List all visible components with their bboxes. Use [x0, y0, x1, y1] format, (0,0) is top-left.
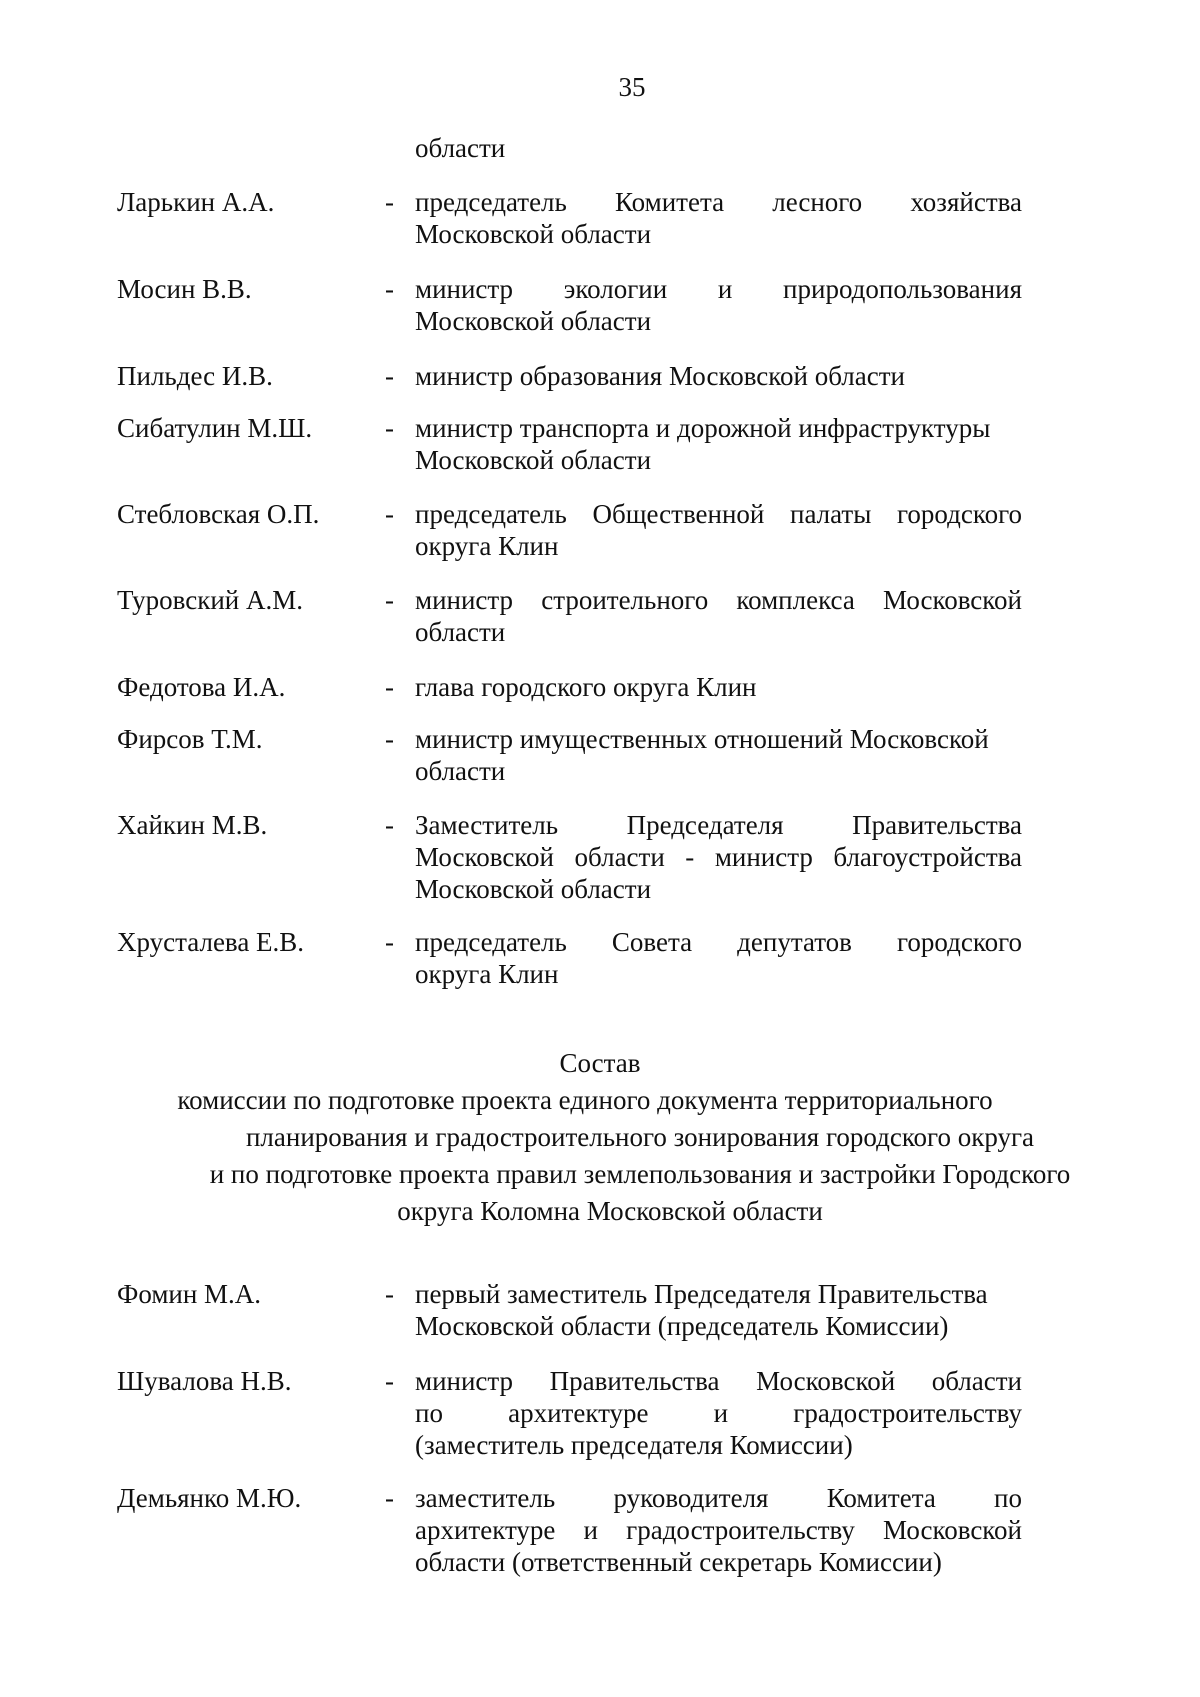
page-number: 35 — [618, 72, 646, 102]
position-line: округа Клин — [415, 959, 559, 989]
member-name: Стебловская О.П. — [117, 499, 320, 529]
section-heading — [0, 1045, 1200, 1230]
position-line: Московской области — [415, 219, 652, 249]
member-position — [415, 1365, 1022, 1461]
dash-separator: - — [385, 1366, 394, 1396]
dash-separator: - — [385, 810, 394, 840]
member-position — [415, 809, 1022, 905]
member-name: Туровский А.М. — [117, 585, 303, 615]
position-line: министр транспорта и дорожной инфраструктуры — [415, 413, 991, 443]
position-line: по архитектуре и градостроительству — [415, 1398, 1022, 1428]
member-position — [415, 186, 1022, 250]
position-line: архитектуре и градостроительству Московской — [415, 1515, 1022, 1545]
heading-line: округа Коломна Московской области — [397, 1196, 823, 1226]
member-name: Шувалова Н.В. — [117, 1366, 292, 1396]
heading-line: планирования и градостроительного зонирования городского округа — [245, 1122, 1035, 1152]
position-line: Московской области - министр благоустройства — [415, 842, 1022, 872]
position-line: Заместитель Председателя Правительства — [415, 810, 1022, 840]
heading-line: комиссии по подготовке проекта единого документа территориального — [177, 1085, 993, 1115]
dash-separator: - — [385, 585, 394, 615]
dash-separator: - — [385, 187, 394, 217]
position-line: области (ответственный секретарь Комиссии) — [415, 1547, 942, 1577]
position-line: министр Правительства Московской области — [415, 1366, 1022, 1396]
dash-separator: - — [385, 724, 394, 754]
position-line: (заместитель председателя Комиссии) — [415, 1430, 853, 1460]
position-line: глава городского округа Клин — [415, 672, 757, 702]
position-line: заместитель руководителя Комитета по — [415, 1483, 1022, 1513]
position-line: Московской области (председатель Комиссии) — [415, 1311, 949, 1341]
member-name: Ларькин А.А. — [117, 187, 275, 217]
member-name: Фомин М.А. — [117, 1279, 262, 1309]
position-line: Московской области — [415, 306, 652, 336]
position-line: области — [415, 756, 506, 786]
position-line: председатель Совета депутатов городского — [415, 927, 1022, 957]
dash-separator: - — [385, 413, 394, 443]
member-name: Мосин В.В. — [117, 274, 252, 304]
member-name: Федотова И.А. — [117, 672, 286, 702]
dash-separator: - — [385, 927, 394, 957]
member-name: Демьянко М.Ю. — [117, 1483, 302, 1513]
member-position — [415, 1278, 1022, 1342]
continuation-text: области — [415, 133, 506, 163]
member-name: Сибатулин М.Ш. — [117, 413, 313, 443]
position-line: первый заместитель Председателя Правительства — [415, 1279, 988, 1309]
position-line: Московской области — [415, 445, 652, 475]
member-position — [415, 926, 1022, 990]
member-position — [415, 584, 1022, 648]
member-name: Хрусталева Е.В. — [117, 927, 305, 957]
dash-separator: - — [385, 274, 394, 304]
member-position — [415, 273, 1022, 337]
member-position — [415, 498, 1022, 562]
position-line: Московской области — [415, 874, 652, 904]
dash-separator: - — [385, 1483, 394, 1513]
position-line: министр экологии и природопользования — [415, 274, 1022, 304]
dash-separator: - — [385, 672, 394, 702]
dash-separator: - — [385, 1279, 394, 1309]
member-name: Пильдес И.В. — [117, 361, 273, 391]
dash-separator: - — [385, 361, 394, 391]
position-line: области — [415, 617, 506, 647]
member-name: Хайкин М.В. — [117, 810, 268, 840]
position-line: председатель Общественной палаты городского — [415, 499, 1022, 529]
heading-line: и по подготовке проекта правил землепользования и застройки Городского — [209, 1159, 1071, 1189]
position-line: округа Клин — [415, 531, 559, 561]
dash-separator: - — [385, 499, 394, 529]
member-name: Фирсов Т.М. — [117, 724, 263, 754]
position-line: министр образования Московской области — [415, 361, 905, 391]
position-line: председатель Комитета лесного хозяйства — [415, 187, 1022, 217]
position-line: министр строительного комплекса Московской — [415, 585, 1022, 615]
heading-title: Состав — [559, 1048, 641, 1078]
member-position — [415, 412, 1022, 476]
position-line: министр имущественных отношений Московской — [415, 724, 989, 754]
member-position — [415, 360, 1022, 392]
member-position — [415, 1482, 1022, 1578]
member-position — [415, 671, 1022, 703]
member-position — [415, 723, 1022, 787]
